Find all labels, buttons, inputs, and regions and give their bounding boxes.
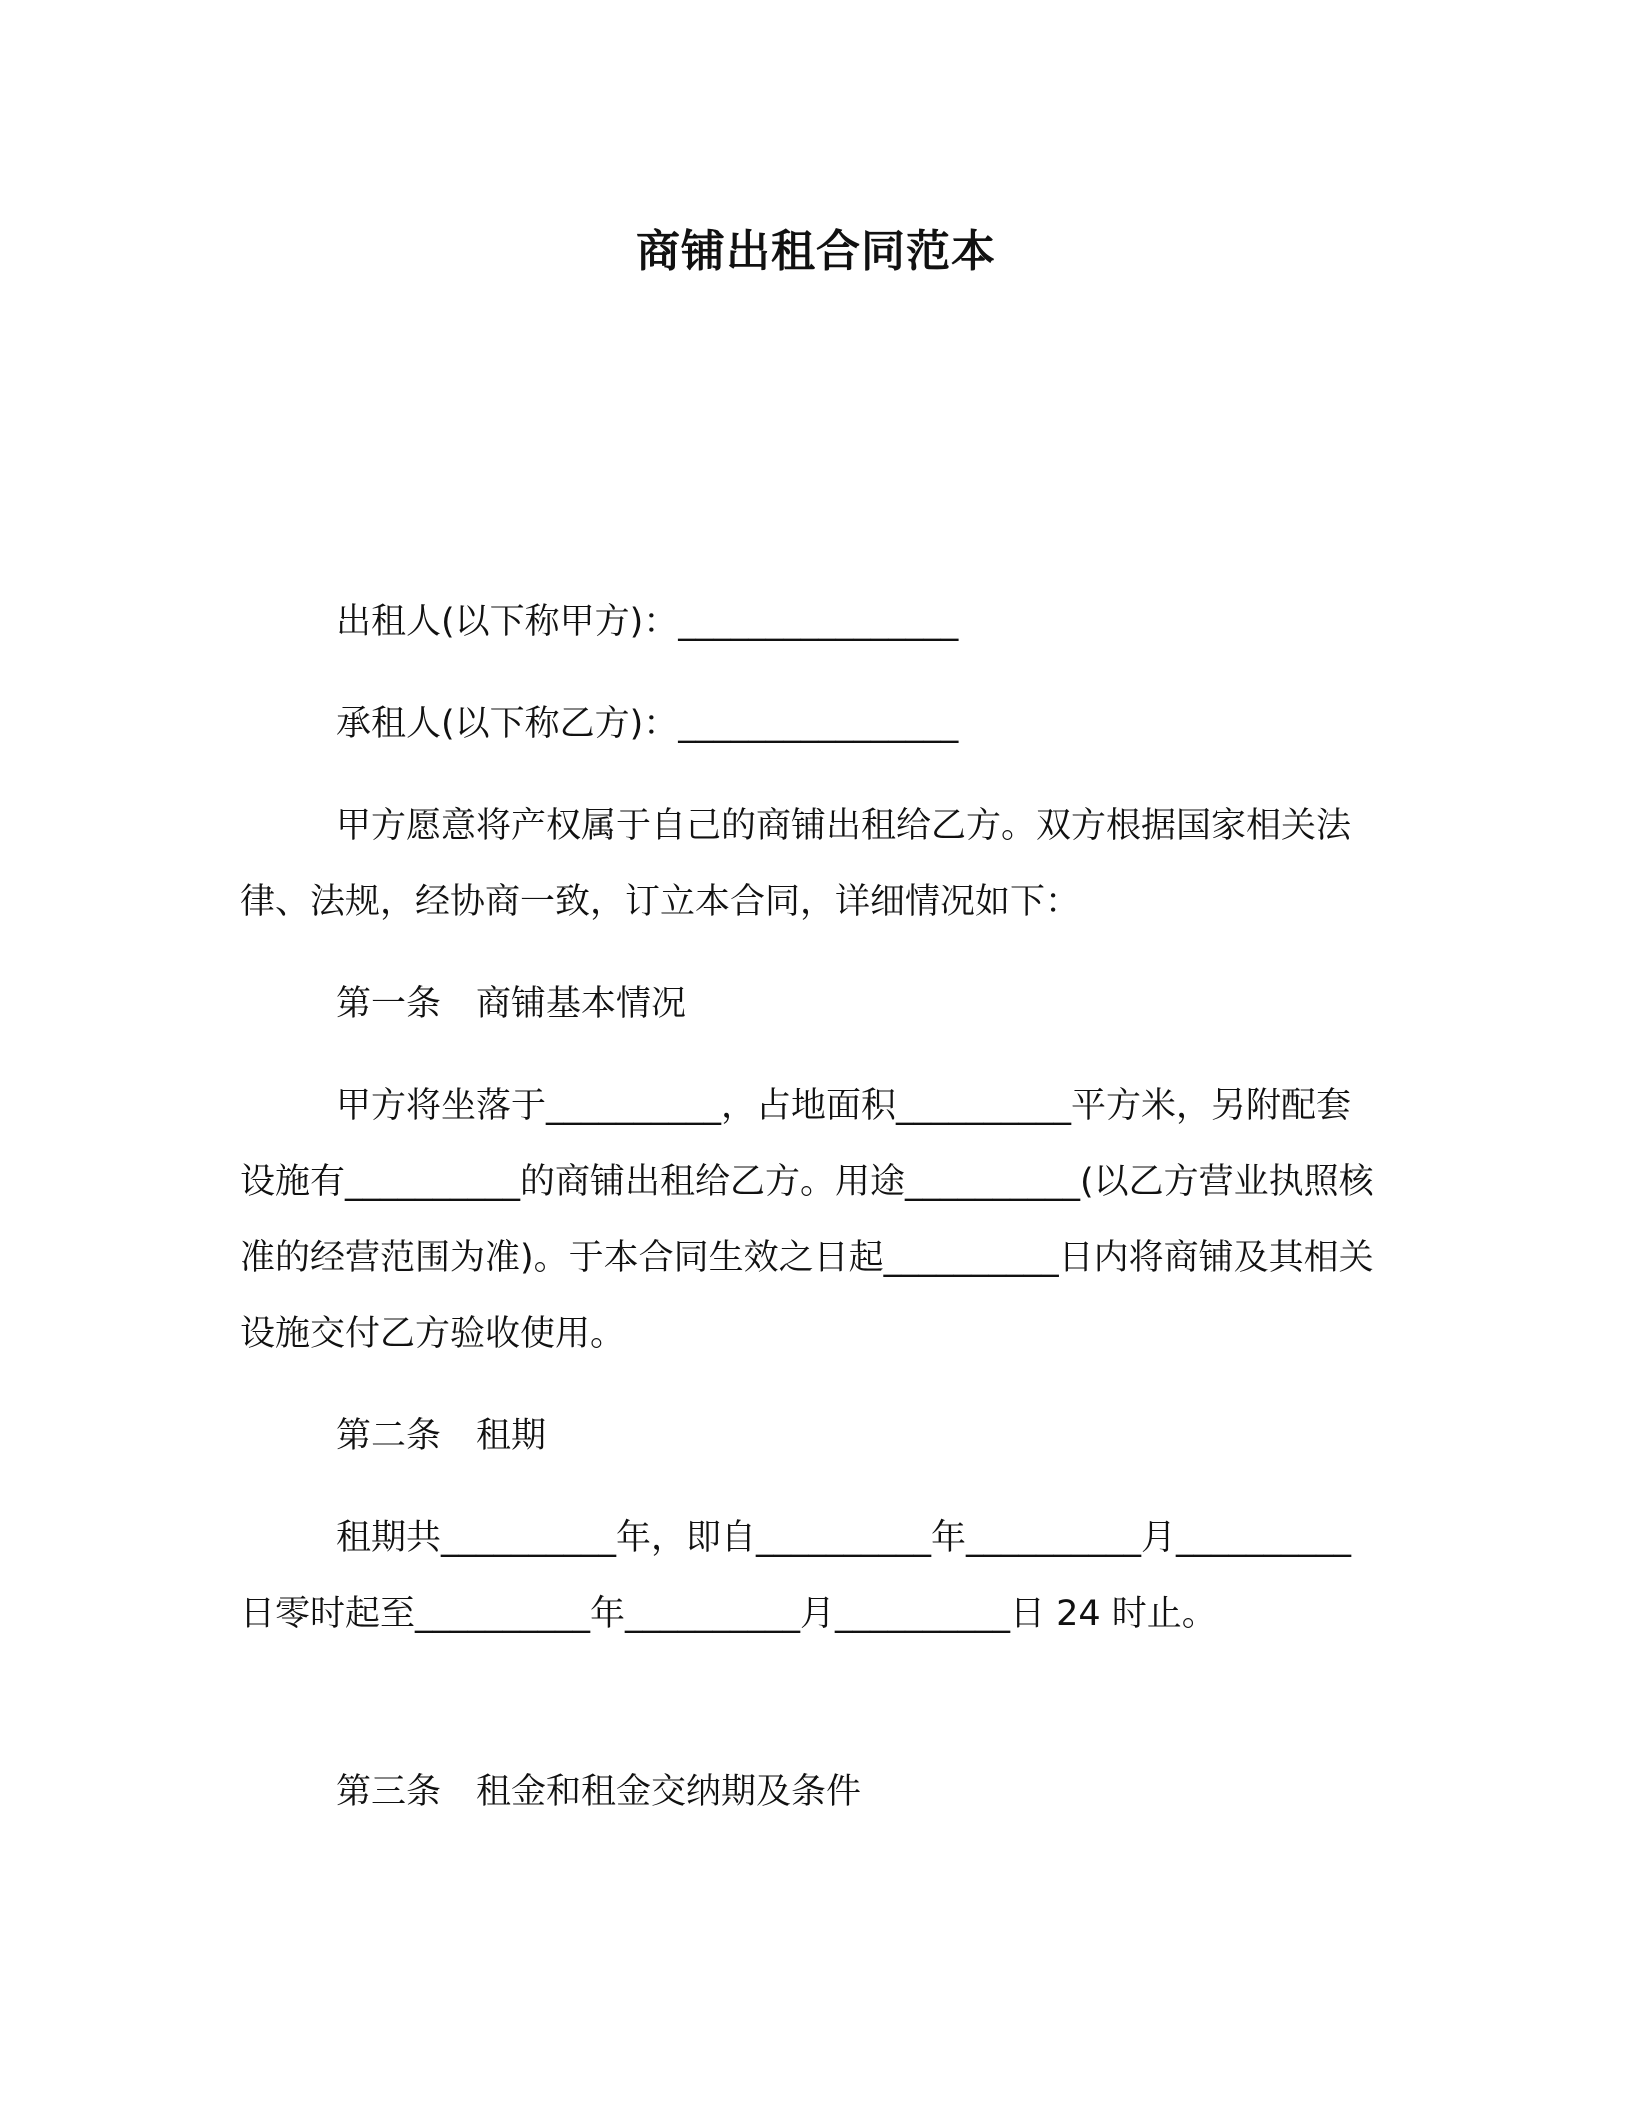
article-3-heading: 第三条 租金和租金交纳期及条件 <box>336 1772 862 1812</box>
document-title: 商铺出租合同范本 <box>636 226 996 277</box>
lessee-line: 承租人(以下称乙方)：________________ <box>336 704 959 744</box>
article-1-body: 甲方将坐落于__________，占地面积__________平方米，另附配套设施有__________的商铺出租给乙方。用途__________(以乙方营业执照核准的经营范围为准)。于本合同生效之日起__________日内将商铺及其相关设施交付乙方验收使用。 <box>240 1086 1374 1354</box>
lessor-line: 出租人(以下称甲方)：________________ <box>336 602 959 642</box>
article-1-heading: 第一条 商铺基本情况 <box>336 984 687 1024</box>
intro-paragraph: 甲方愿意将产权属于自己的商铺出租给乙方。双方根据国家相关法律、法规，经协商一致，订立本合同，详细情况如下： <box>240 806 1352 922</box>
article-2-heading: 第二条 租期 <box>336 1416 547 1456</box>
article-2-body: 租期共__________年，即自__________年__________月__________日零时起至__________年__________月__________日 24 时止。 <box>240 1518 1352 1634</box>
